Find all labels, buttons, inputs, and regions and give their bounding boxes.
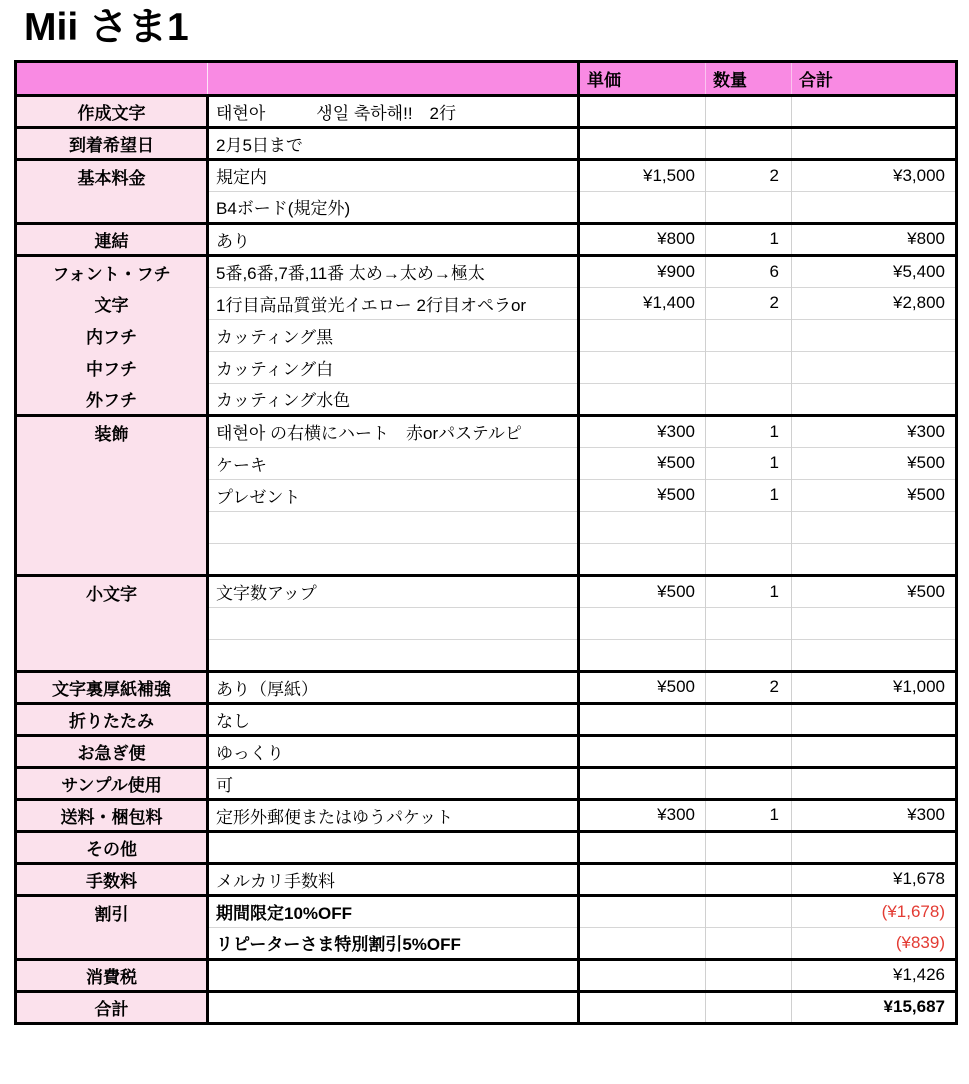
table-group	[16, 223, 957, 255]
table-row	[16, 287, 957, 319]
table-group	[16, 415, 957, 575]
row-label-cell: その他	[16, 831, 208, 863]
quantity-cell	[706, 95, 792, 127]
row-desc-cell	[208, 639, 579, 671]
row-label-cell: 消費税	[16, 959, 208, 991]
table-group	[16, 127, 957, 159]
row-desc-cell	[208, 959, 579, 991]
row-desc-cell	[208, 991, 579, 1023]
unit-price-cell: ¥500	[579, 671, 706, 703]
unit-price-cell	[579, 191, 706, 223]
unit-price-cell: ¥900	[579, 255, 706, 287]
unit-price-cell	[579, 319, 706, 351]
row-desc-cell: ケーキ	[208, 447, 579, 479]
row-desc-cell: 2月5日まで	[208, 127, 579, 159]
table-row	[16, 767, 957, 799]
row-desc-cell: 文字数アップ	[208, 575, 579, 607]
row-desc-cell: なし	[208, 703, 579, 735]
table-row	[16, 95, 957, 127]
table-row	[16, 703, 957, 735]
quote-sheet	[0, 4, 969, 1025]
row-desc-cell: 태현아 の右横にハート 赤orパステルピ	[208, 415, 579, 447]
unit-price-cell	[579, 895, 706, 927]
table-row	[16, 959, 957, 991]
quantity-cell	[706, 927, 792, 959]
unit-price-cell	[579, 735, 706, 767]
row-total-cell	[792, 735, 957, 767]
quantity-cell: 1	[706, 575, 792, 607]
row-total-cell: ¥500	[792, 447, 957, 479]
row-desc-cell	[208, 543, 579, 575]
table-row	[16, 863, 957, 895]
row-total-cell	[792, 703, 957, 735]
row-label-cell: 内フチ	[16, 319, 208, 351]
unit-price-cell: ¥300	[579, 799, 706, 831]
row-total-cell	[792, 607, 957, 639]
quantity-cell	[706, 319, 792, 351]
unit-price-cell	[579, 607, 706, 639]
table-row	[16, 191, 957, 223]
row-total-cell	[792, 127, 957, 159]
row-desc-cell: 規定内	[208, 159, 579, 191]
row-total-cell	[792, 511, 957, 543]
unit-price-cell	[579, 95, 706, 127]
table-row	[16, 511, 957, 543]
row-total-cell	[792, 639, 957, 671]
table-group	[16, 863, 957, 895]
row-desc-cell: 期間限定10%OFF	[208, 895, 579, 927]
row-label-cell: 作成文字	[16, 95, 208, 127]
quantity-cell	[706, 543, 792, 575]
row-total-cell	[792, 543, 957, 575]
unit-price-cell	[579, 127, 706, 159]
quantity-cell: 1	[706, 479, 792, 511]
quantity-cell	[706, 831, 792, 863]
table-row	[16, 479, 957, 511]
row-total-cell: ¥300	[792, 799, 957, 831]
table-row	[16, 799, 957, 831]
table-row	[16, 543, 957, 575]
row-desc-cell: あり（厚紙）	[208, 671, 579, 703]
row-label-cell: 連結	[16, 223, 208, 255]
row-total-cell: (¥1,678)	[792, 895, 957, 927]
quantity-cell	[706, 863, 792, 895]
row-label-cell: フォント・フチ	[16, 255, 208, 287]
unit-price-cell: ¥500	[579, 479, 706, 511]
table-group	[16, 575, 957, 671]
row-total-cell	[792, 95, 957, 127]
quantity-cell	[706, 383, 792, 415]
row-desc-cell	[208, 607, 579, 639]
unit-price-cell	[579, 831, 706, 863]
quantity-cell	[706, 991, 792, 1023]
row-desc-cell: カッティング水色	[208, 383, 579, 415]
unit-price-cell: ¥300	[579, 415, 706, 447]
row-total-cell	[792, 767, 957, 799]
table-row	[16, 415, 957, 447]
table-row	[16, 383, 957, 415]
row-desc-cell: 1行目高品質蛍光イエロー 2行目オペラor	[208, 287, 579, 319]
page-title: Mii さま1	[24, 6, 189, 49]
row-total-cell: ¥500	[792, 479, 957, 511]
unit-price-cell	[579, 543, 706, 575]
quantity-cell: 2	[706, 671, 792, 703]
row-label-cell: 装飾	[16, 415, 208, 447]
quantity-cell	[706, 895, 792, 927]
table-group	[16, 159, 957, 223]
table-row	[16, 671, 957, 703]
table-row	[16, 639, 957, 671]
row-total-cell	[792, 191, 957, 223]
row-label-cell: サンプル使用	[16, 767, 208, 799]
row-desc-cell: ゆっくり	[208, 735, 579, 767]
row-desc-cell: カッティング黒	[208, 319, 579, 351]
row-total-cell: ¥1,678	[792, 863, 957, 895]
row-total-cell: ¥3,000	[792, 159, 957, 191]
row-total-cell: (¥839)	[792, 927, 957, 959]
table-group	[16, 959, 957, 991]
row-label-cell: 合計	[16, 991, 208, 1023]
quantity-cell	[706, 767, 792, 799]
row-desc-cell	[208, 831, 579, 863]
row-desc-cell: 태현아 생일 축하해!! 2行	[208, 95, 579, 127]
quantity-cell: 1	[706, 447, 792, 479]
unit-price-cell: ¥800	[579, 223, 706, 255]
table-header	[16, 61, 957, 95]
header-label-blank	[16, 61, 208, 95]
quantity-cell	[706, 511, 792, 543]
row-label-cell	[16, 607, 208, 639]
row-label-cell: 手数料	[16, 863, 208, 895]
header-desc-blank	[208, 61, 579, 95]
table-group	[16, 735, 957, 767]
table-group	[16, 95, 957, 127]
quote-table	[14, 60, 958, 1025]
row-label-cell	[16, 543, 208, 575]
row-label-cell: 折りたたみ	[16, 703, 208, 735]
unit-price-cell	[579, 767, 706, 799]
row-total-cell: ¥1,426	[792, 959, 957, 991]
row-label-cell	[16, 639, 208, 671]
table-row	[16, 159, 957, 191]
table-row	[16, 735, 957, 767]
quantity-cell	[706, 351, 792, 383]
table-group	[16, 831, 957, 863]
table-group	[16, 895, 957, 959]
quantity-cell	[706, 959, 792, 991]
table-group	[16, 767, 957, 799]
table-row	[16, 991, 957, 1023]
row-label-cell: 小文字	[16, 575, 208, 607]
table-row	[16, 575, 957, 607]
row-desc-cell: プレゼント	[208, 479, 579, 511]
row-label-cell: お急ぎ便	[16, 735, 208, 767]
quantity-cell: 6	[706, 255, 792, 287]
table-group	[16, 703, 957, 735]
unit-price-cell	[579, 959, 706, 991]
unit-price-cell: ¥1,400	[579, 287, 706, 319]
header-quantity: 数量	[706, 61, 792, 95]
unit-price-cell	[579, 863, 706, 895]
unit-price-cell	[579, 927, 706, 959]
table-row	[16, 607, 957, 639]
row-total-cell: ¥2,800	[792, 287, 957, 319]
quantity-cell	[706, 735, 792, 767]
row-total-cell	[792, 831, 957, 863]
row-label-cell: 到着希望日	[16, 127, 208, 159]
unit-price-cell: ¥500	[579, 447, 706, 479]
table-row	[16, 895, 957, 927]
row-desc-cell: 定形外郵便またはゆうパケット	[208, 799, 579, 831]
row-desc-cell: メルカリ手数料	[208, 863, 579, 895]
row-label-cell	[16, 479, 208, 511]
row-total-cell: ¥500	[792, 575, 957, 607]
quantity-cell: 1	[706, 799, 792, 831]
row-label-cell: 文字	[16, 287, 208, 319]
table-row	[16, 351, 957, 383]
table-row	[16, 319, 957, 351]
table-row	[16, 927, 957, 959]
row-total-cell: ¥5,400	[792, 255, 957, 287]
unit-price-cell	[579, 639, 706, 671]
row-label-cell	[16, 927, 208, 959]
table-row	[16, 831, 957, 863]
header-unit-price: 単価	[579, 61, 706, 95]
row-desc-cell: リピーターさま特別割引5%OFF	[208, 927, 579, 959]
unit-price-cell	[579, 383, 706, 415]
row-total-cell	[792, 383, 957, 415]
unit-price-cell: ¥1,500	[579, 159, 706, 191]
row-total-cell	[792, 319, 957, 351]
quantity-cell: 1	[706, 415, 792, 447]
quantity-cell: 2	[706, 159, 792, 191]
unit-price-cell	[579, 511, 706, 543]
row-total-cell: ¥1,000	[792, 671, 957, 703]
table-group	[16, 671, 957, 703]
row-label-cell: 割引	[16, 895, 208, 927]
row-label-cell: 送料・梱包料	[16, 799, 208, 831]
table-row	[16, 255, 957, 287]
unit-price-cell	[579, 703, 706, 735]
row-label-cell	[16, 191, 208, 223]
row-total-cell	[792, 351, 957, 383]
row-total-cell: ¥15,687	[792, 991, 957, 1023]
quantity-cell	[706, 639, 792, 671]
row-label-cell: 外フチ	[16, 383, 208, 415]
row-label-cell	[16, 511, 208, 543]
row-desc-cell: 可	[208, 767, 579, 799]
quantity-cell	[706, 191, 792, 223]
header-total: 合計	[792, 61, 957, 95]
row-total-cell: ¥800	[792, 223, 957, 255]
unit-price-cell: ¥500	[579, 575, 706, 607]
row-desc-cell: 5番,6番,7番,11番 太め→太め→極太	[208, 255, 579, 287]
row-label-cell: 基本料金	[16, 159, 208, 191]
table-group	[16, 255, 957, 415]
row-label-cell: 文字裏厚紙補強	[16, 671, 208, 703]
row-desc-cell: あり	[208, 223, 579, 255]
quantity-cell	[706, 127, 792, 159]
quantity-cell	[706, 703, 792, 735]
quantity-cell	[706, 607, 792, 639]
row-desc-cell: カッティング白	[208, 351, 579, 383]
table-row	[16, 127, 957, 159]
table-group	[16, 991, 957, 1023]
row-label-cell: 中フチ	[16, 351, 208, 383]
row-desc-cell	[208, 511, 579, 543]
header-row	[16, 61, 957, 95]
table-group	[16, 799, 957, 831]
quantity-cell: 2	[706, 287, 792, 319]
table-row	[16, 447, 957, 479]
row-desc-cell: B4ボード(規定外)	[208, 191, 579, 223]
quantity-cell: 1	[706, 223, 792, 255]
row-total-cell: ¥300	[792, 415, 957, 447]
unit-price-cell	[579, 991, 706, 1023]
table-row	[16, 223, 957, 255]
unit-price-cell	[579, 351, 706, 383]
row-label-cell	[16, 447, 208, 479]
